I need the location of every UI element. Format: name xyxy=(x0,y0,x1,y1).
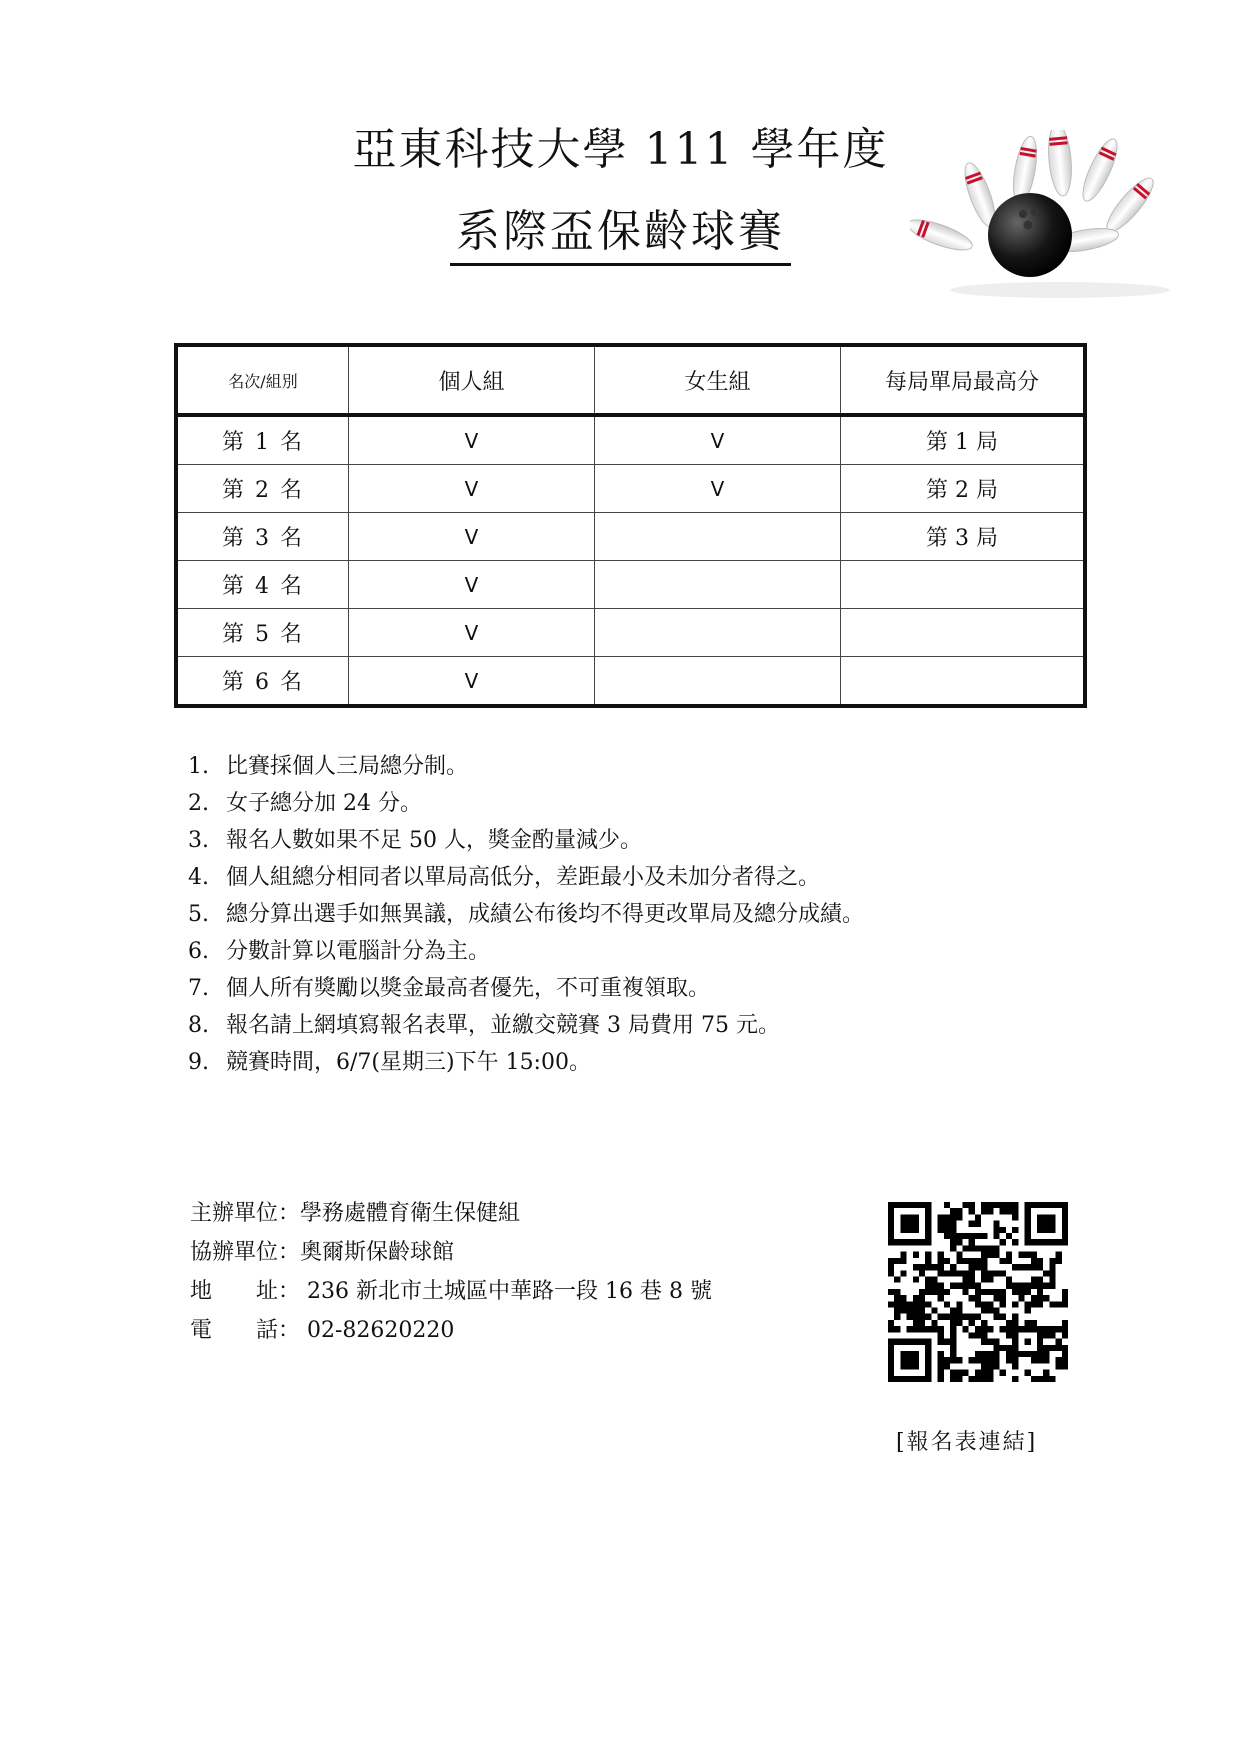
list-item xyxy=(188,1044,864,1081)
rule-text: 分數計算以電腦計分為主。 xyxy=(226,939,491,964)
rule-text: 報名人數如果不足 50 人，獎金酌量減少。 xyxy=(226,828,642,853)
header-rank-group: 名次/組別 xyxy=(176,345,349,415)
table-row xyxy=(176,415,1085,465)
list-item xyxy=(188,970,864,1007)
female-check xyxy=(595,609,841,657)
organizer-row xyxy=(190,1194,712,1233)
rule-text: 女子總分加 24 分。 xyxy=(226,791,422,816)
game-cell xyxy=(841,657,1086,707)
phone-value: 02-82620220 xyxy=(300,1318,455,1343)
address-row xyxy=(190,1272,712,1311)
rank-cell: 第 1 名 xyxy=(176,415,349,465)
list-item xyxy=(188,896,864,933)
list-item xyxy=(188,822,864,859)
table-row xyxy=(176,561,1085,609)
header-female: 女生組 xyxy=(595,345,841,415)
rank-cell: 第 6 名 xyxy=(176,657,349,707)
individual-check: V xyxy=(349,609,595,657)
female-check: V xyxy=(595,415,841,465)
rule-number: 8. xyxy=(188,1013,209,1038)
page-title: 亞東科技大學 111 學年度 xyxy=(352,124,889,175)
individual-check: V xyxy=(349,657,595,707)
game-cell xyxy=(841,609,1086,657)
rule-number: 2. xyxy=(188,791,209,816)
rule-number: 9. xyxy=(188,1050,209,1075)
table-row xyxy=(176,609,1085,657)
female-check xyxy=(595,657,841,707)
female-check xyxy=(595,561,841,609)
list-item xyxy=(188,859,864,896)
rule-text: 比賽採個人三局總分制。 xyxy=(226,754,469,779)
ranking-table xyxy=(174,343,1087,708)
header-high-game: 每局單局最高分 xyxy=(841,345,1086,415)
rule-text: 個人所有獎勵以獎金最高者優先，不可重複領取。 xyxy=(226,976,711,1001)
rank-cell: 第 4 名 xyxy=(176,561,349,609)
list-item xyxy=(188,785,864,822)
game-cell xyxy=(841,561,1086,609)
table-header-row xyxy=(176,345,1085,415)
rule-number: 6. xyxy=(188,939,209,964)
rank-cell: 第 3 名 xyxy=(176,513,349,561)
game-cell: 第 2 局 xyxy=(841,465,1086,513)
rule-number: 5. xyxy=(188,902,209,927)
header-individual: 個人組 xyxy=(349,345,595,415)
qr-caption: [報名表連結] xyxy=(896,1430,1038,1455)
co-organizer-label: 協辦單位： xyxy=(190,1240,301,1265)
address-label: 地 址： xyxy=(190,1279,301,1304)
game-cell: 第 3 局 xyxy=(841,513,1086,561)
rule-number: 3. xyxy=(188,828,209,853)
individual-check: V xyxy=(349,415,595,465)
phone-label: 電 話： xyxy=(190,1318,301,1343)
rule-number: 7. xyxy=(188,976,209,1001)
individual-check: V xyxy=(349,561,595,609)
phone-row xyxy=(190,1311,712,1350)
rule-text: 個人組總分相同者以單局高低分，差距最小及未加分者得之。 xyxy=(226,865,821,890)
organizer-value: 學務處體育衛生保健組 xyxy=(300,1201,521,1226)
table-row xyxy=(176,465,1085,513)
female-check xyxy=(595,513,841,561)
rule-text: 競賽時間，6/7(星期三)下午 15:00。 xyxy=(226,1050,591,1075)
list-item xyxy=(188,748,864,785)
rule-text: 報名請上網填寫報名表單，並繳交競賽 3 局費用 75 元。 xyxy=(226,1013,780,1038)
rule-text: 總分算出選手如無異議，成績公布後均不得更改單局及總分成績。 xyxy=(226,902,865,927)
list-item xyxy=(188,933,864,970)
list-item xyxy=(188,1007,864,1044)
game-cell: 第 1 局 xyxy=(841,415,1086,465)
organizer-info xyxy=(190,1194,712,1350)
table-row xyxy=(176,657,1085,707)
bowling-pins-image xyxy=(910,130,1180,300)
co-organizer-value: 奧爾斯保齡球館 xyxy=(300,1240,455,1265)
organizer-label: 主辦單位： xyxy=(190,1201,301,1226)
female-check: V xyxy=(595,465,841,513)
individual-check: V xyxy=(349,513,595,561)
rules-list xyxy=(188,748,864,1081)
rank-cell: 第 5 名 xyxy=(176,609,349,657)
rank-cell: 第 2 名 xyxy=(176,465,349,513)
individual-check: V xyxy=(349,465,595,513)
rule-number: 1. xyxy=(188,754,209,779)
address-value: 236 新北市土城區中華路一段 16 巷 8 號 xyxy=(300,1279,712,1304)
co-organizer-row xyxy=(190,1233,712,1272)
table-row xyxy=(176,513,1085,561)
qr-code[interactable] xyxy=(888,1202,1068,1382)
subtitle-text: 系際盃保齡球賽 xyxy=(450,206,791,266)
rule-number: 4. xyxy=(188,865,209,890)
